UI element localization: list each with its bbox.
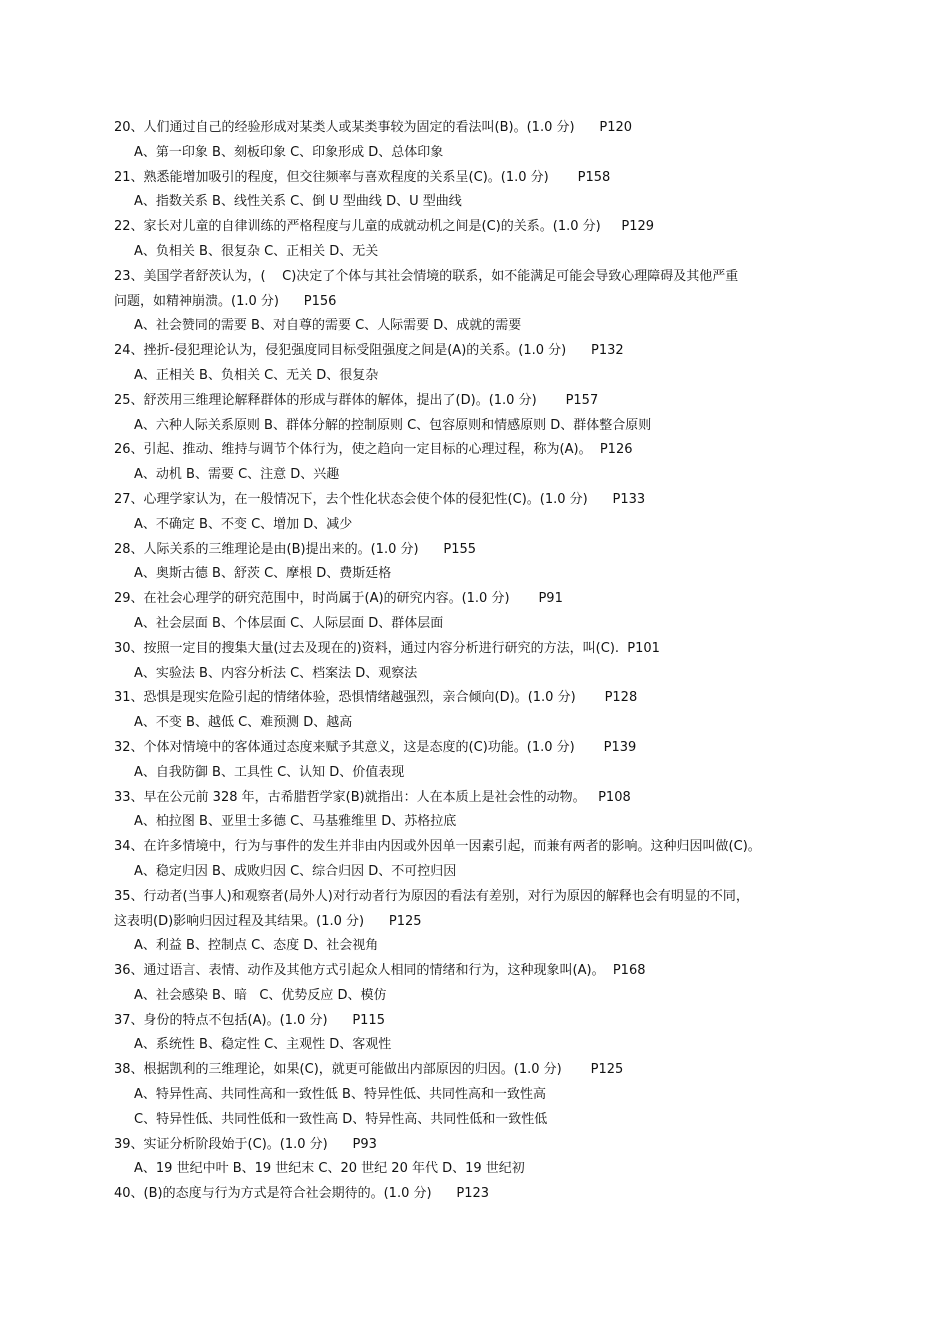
options-line: A、社会赞同的需要 B、对自尊的需要 C、人际需要 D、成就的需要 [134,318,522,334]
question-line: 20、人们通过自己的经验形成对某类人或某类事较为固定的看法叫(B)。(1.0 分) P120 [114,120,633,135]
options-line: A、稳定归因 B、成败归因 C、综合归因 D、不可控归因 [134,863,457,879]
options-line: A、动机 B、需要 C、注意 D、兴趣 [134,467,340,483]
options-line: A、负相关 B、很复杂 C、正相关 D、无关 [134,243,379,259]
question-line: 22、家长对儿童的自律训练的严格程度与儿童的成就动机之间是(C)的关系。(1.0 分) P129 [114,219,655,235]
options-line: A、不变 B、越低 C、难预测 D、越高 [134,715,353,731]
options-line: A、奥斯古德 B、舒茨 C、摩根 D、费斯廷格 [134,566,392,582]
question-line: 35、行动者(当事人)和观察者(局外人)对行动者行为原因的看法有差别，对行为原因的解释也会有明显的不同， [114,888,749,904]
question-line: 40、(B)的态度与行为方式是符合社会期待的。(1.0 分) P123 [114,1186,490,1202]
question-line: 36、通过语言、表情、动作及其他方式引起众人相同的情绪和行为，这种现象叫(A)。 P168 [114,963,646,979]
options-line: A、社会感染 B、暗 C、优势反应 D、模仿 [134,987,387,1003]
question-line: 21、熟悉能增加吸引的程度，但交往频率与喜欢程度的关系呈(C)。(1.0 分) P158 [114,169,611,185]
options-line: A、不确定 B、不变 C、增加 D、减少 [134,516,353,532]
options-line: A、指数关系 B、线性关系 C、倒 U 型曲线 D、U 型曲线 [134,194,462,210]
options-line: A、利益 B、控制点 C、态度 D、社会视角 [134,938,379,954]
options-line: C、特异性低、共同性低和一致性高 D、特异性高、共同性低和一致性低 [134,1111,548,1127]
question-line: 33、早在公元前 328 年，古希腊哲学家(B)就指出：人在本质上是社会性的动物。 P108 [114,789,631,805]
question-line: 24、挫折-侵犯理论认为，侵犯强度同目标受阻强度之间是(A)的关系。(1.0 分) P132 [114,343,624,359]
options-line: A、自我防御 B、工具性 C、认知 D、价值表现 [134,764,405,780]
question-line: 26、引起、推动、维持与调节个体行为，使之趋向一定目标的心理过程，称为(A)。 P126 [114,442,633,458]
options-line: A、柏拉图 B、亚里士多德 C、马基雅维里 D、苏格拉底 [134,814,457,830]
question-line: 28、人际关系的三维理论是由(B)提出来的。(1.0 分) P155 [114,541,477,557]
options-line: A、社会层面 B、个体层面 C、人际层面 D、群体层面 [134,615,444,631]
question-line: 27、心理学家认为，在一般情况下，去个性化状态会使个体的侵犯性(C)。(1.0 分) P133 [114,491,646,507]
question-line: 38、根据凯利的三维理论，如果(C)，就更可能做出内部原因的归因。(1.0 分) P125 [114,1062,624,1078]
question-line: 31、恐惧是现实危险引起的情绪体验，恐惧情绪越强烈，亲合倾向(D)。(1.0 分) P128 [114,690,638,706]
question-line: 25、舒茨用三维理论解释群体的形成与群体的解体，提出了(D)。(1.0 分) P157 [114,392,599,408]
question-list [114,116,834,1207]
options-line: A、第一印象 B、刻板印象 C、印象形成 D、总体印象 [134,144,444,160]
question-line: 39、实证分析阶段始于(C)。(1.0 分) P93 [114,1136,377,1152]
options-line: A、六种人际关系原则 B、群体分解的控制原则 C、包容原则和情感原则 D、群体整合原则 [134,417,652,433]
question-line: 37、身份的特点不包括(A)。(1.0 分) P115 [114,1012,385,1028]
question-line: 30、按照一定目的搜集大量(过去及现在的)资料，通过内容分析进行研究的方法，叫(C). P101 [114,640,660,656]
options-line: A、正相关 B、负相关 C、无关 D、很复杂 [134,367,379,383]
options-line: A、系统性 B、稳定性 C、主观性 D、客观性 [134,1037,392,1053]
question-line: 29、在社会心理学的研究范围中，时尚属于(A)的研究内容。(1.0 分) P91 [114,591,563,607]
options-line: A、特异性高、共同性高和一致性低 B、特异性低、共同性高和一致性高 [134,1087,546,1103]
options-line: A、实验法 B、内容分析法 C、档案法 D、观察法 [134,665,418,681]
question-line: 34、在许多情境中，行为与事件的发生并非由内因或外因单一因素引起，而兼有两者的影响。这种归因叫做(C)。 [114,839,761,855]
options-line: A、19 世纪中叶 B、19 世纪末 C、20 世纪 20 年代 D、19 世纪初 [134,1161,525,1177]
question-line: 23、美国学者舒茨认为，( C)决定了个体与其社会情境的联系，如不能满足可能会导致心理障碍及其他严重 [114,268,739,284]
question-line-continued: 这表明(D)影响归因过程及其结果。(1.0 分) P125 [114,913,422,929]
question-line-continued: 问题，如精神崩溃。(1.0 分) P156 [114,293,337,309]
question-line: 32、个体对情境中的客体通过态度来赋予其意义，这是态度的(C)功能。(1.0 分) P139 [114,739,637,755]
document-page [114,116,834,1207]
